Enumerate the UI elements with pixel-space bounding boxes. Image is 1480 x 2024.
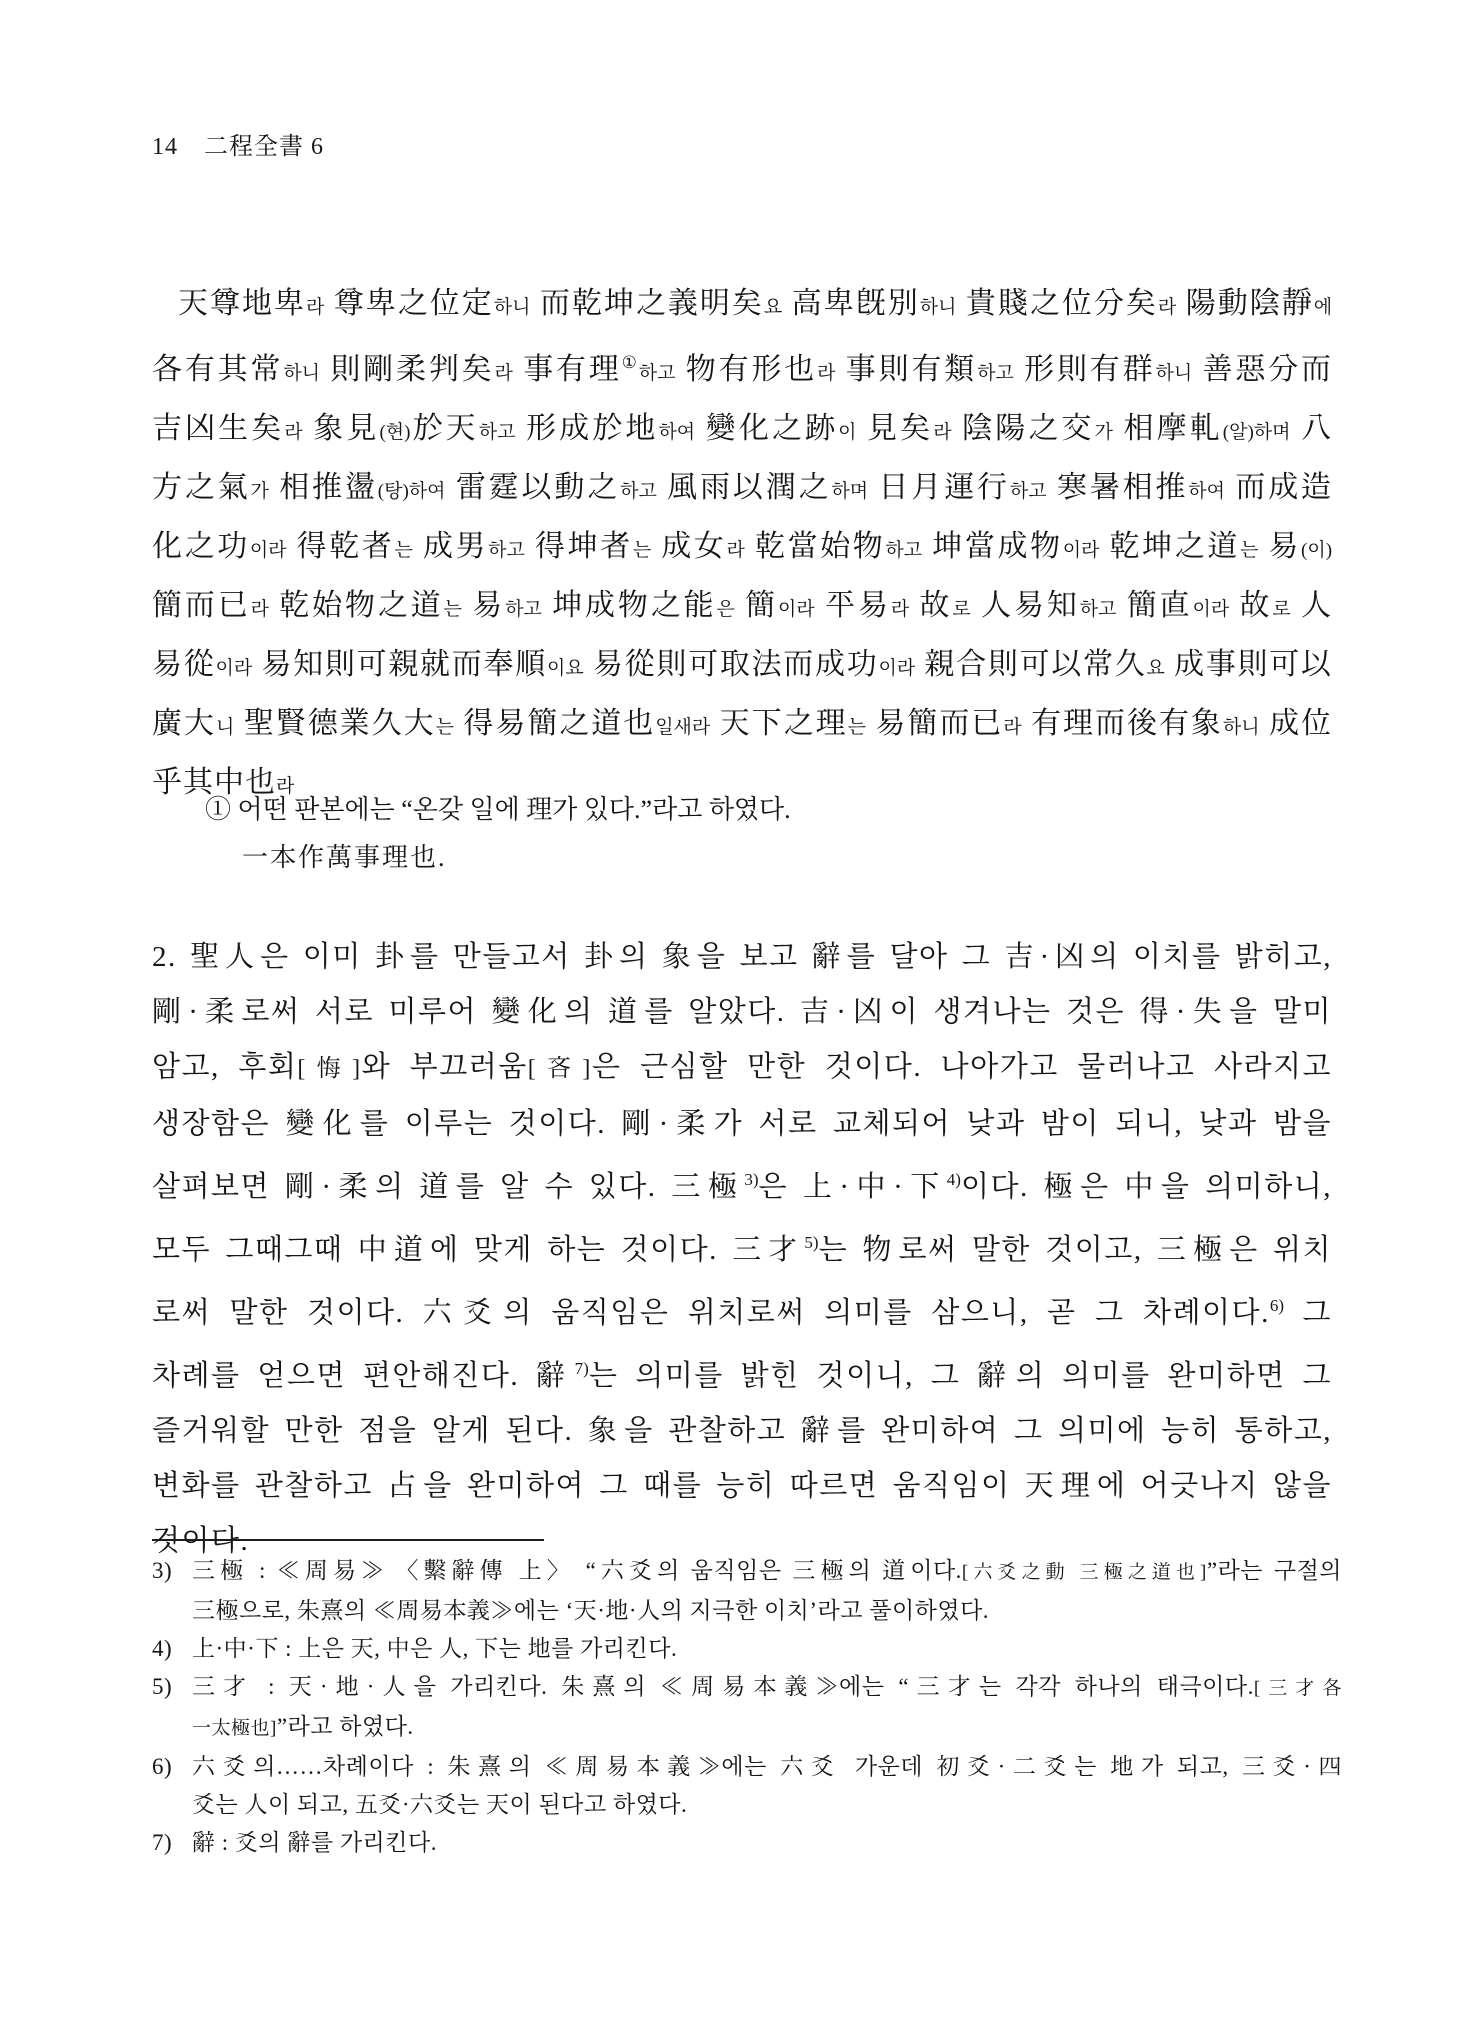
footnote-body [192,1552,1342,1630]
text-line: 생장함은 變化를 이루는 것이다. 剛·柔가 서로 교체되어 낮과 밤이 되니, 낮과 밤을 [152,1108,1332,1140]
text-line: 것이다. [152,1525,250,1557]
text-line: 차례를 얻으면 편안해진다. 辭$^{7)}$는 의미를 밝힌 것이니, 그 辭의 의미를 완미하면 그 [152,1359,1332,1392]
text-line: 簡而已라 乾始物之道는 易하고 坤成物之能은 簡이라 平易라 故로 人易知하고 簡直이라 故로 人 [152,589,1333,622]
footnote-line: 三極 : ≪周易≫ 〈繫辭傳 上〉 “六爻의 움직임은 三極의 道이다.[六爻之動 三極之道也]”라는 구절의 [192,1558,1343,1583]
footnote-number: 5) [152,1674,173,1699]
footnote-number: 6) [152,1754,173,1779]
text-line: 변화를 관찰하고 占을 완미하여 그 때를 능히 따르면 움직임이 天理에 어긋나지 않을 [152,1470,1332,1502]
translation-paragraph [152,930,1332,1569]
text-line: 2. 聖人은 이미 卦를 만들고서 卦의 象을 보고 辭를 달아 그 吉·凶의 이치를 밝히고, [152,941,1332,973]
footnote-line: 一太極也]”라고 하였다. [192,1714,414,1739]
footnote-line: 三才 : 天·地·人을 가리킨다. 朱熹의 ≪周易本義≫에는 “三才는 각각 하나의 태극이다.[三才各 [192,1674,1343,1699]
footnote-number: 7) [152,1830,173,1855]
text-line: 즐거워할 만한 점을 알게 된다. 象을 관찰하고 辭를 완미하여 그 의미에 능히 통하고, [152,1415,1332,1447]
text-line: 天尊地卑라 尊卑之位定하니 而乾坤之義明矣요 高卑旣別하니 貴賤之位分矣라 陽動陰靜에 [178,287,1333,320]
footnote-body [192,1824,1342,1862]
hanmun-passage [152,276,1332,814]
footnote [152,1630,1342,1668]
book-title: 二程全書 6 [204,134,324,160]
text-line: 易從이라 易知則可親就而奉順이요 易從則可取法而成功이라 親合則可以常久요 成事則可以 [152,648,1333,681]
text-line: 各有其常하니 則剛柔判矣라 事有理①하고 物有形也라 事則有類하고 形則有群하니 善惡分而 [152,353,1332,386]
footnote [152,1748,1342,1824]
footnote [152,1668,1342,1748]
footnote-body [192,1630,1342,1668]
footnote-line: 六爻의……차례이다 : 朱熹의 ≪周易本義≫에는 六爻 가운데 初爻·二爻는 地가 되고, 三爻·四 [192,1754,1342,1779]
footnotes [152,1552,1342,1862]
annotation-block [152,786,1332,882]
text-line: 化之功이라 得乾者는 成男하고 得坤者는 成女라 乾當始物하고 坤當成物이라 乾坤之道는 易(이) [152,530,1333,563]
annotation-korean: ① 어떤 판본에는 “온갖 일에 理가 있다.”라고 하였다. [205,795,791,824]
text-line: 廣大니 聖賢德業久大는 得易簡之道也일새라 天下之理는 易簡而已라 有理而後有象하니 成位 [152,707,1333,740]
text-line: 方之氣가 相推盪(탕)하여 雷霆以動之하고 風雨以潤之하며 日月運行하고 寒暑相推하여 而成造 [152,471,1333,504]
footnote-line: 上·中·下 : 上은 天, 中은 人, 下는 地를 가리킨다. [192,1636,678,1661]
text-line: 살펴보면 剛·柔의 道를 알 수 있다. 三極$^{3)}$은 上·中·下$^{4)}$이다. 極은 中을 의미하니, [152,1170,1332,1203]
footnote-number: 4) [152,1636,173,1661]
footnote-line: 三極으로, 朱熹의 ≪周易本義≫에는 ‘天·地·人의 지극한 이치’라고 풀이하였다. [192,1598,990,1623]
footnote [152,1552,1342,1630]
text-line: 吉凶生矣라 象見(현)於天하고 形成於地하여 變化之跡이 見矣라 陰陽之交가 相摩軋(알)하며 八 [152,412,1333,445]
text-line: 剛·柔로써 서로 미루어 變化의 道를 알았다. 吉·凶이 생겨나는 것은 得·失을 말미 [152,996,1332,1028]
footnote-line: 辭 : 爻의 辭를 가리킨다. [192,1830,437,1855]
footnote-number: 3) [152,1558,173,1583]
text-line: 乎其中也라 [152,766,295,799]
annotation-hanmun: 一本作萬事理也. [242,843,447,872]
text-line: 모두 그때그때 中道에 맞게 하는 것이다. 三才$^{5)}$는 物로써 말한 것이고, 三極은 위치 [152,1233,1332,1266]
footnote [152,1824,1342,1862]
text-line: 암고, 후회[悔]와 부끄러움[吝]은 근심할 만한 것이다. 나아가고 물러나고 사라지고 [152,1051,1333,1083]
footnote-line: 爻는 人이 되고, 五爻·六爻는 天이 된다고 하였다. [192,1792,688,1817]
text-line: 로써 말한 것이다. 六爻의 움직임은 위치로써 의미를 삼으니, 곧 그 차례이다.$^{6)}$ 그 [152,1296,1332,1329]
footnote-body [192,1748,1342,1824]
footnote-body [192,1668,1342,1748]
footnote-separator [152,1539,544,1541]
page-header [152,126,324,161]
page-number: 14 [152,134,178,160]
